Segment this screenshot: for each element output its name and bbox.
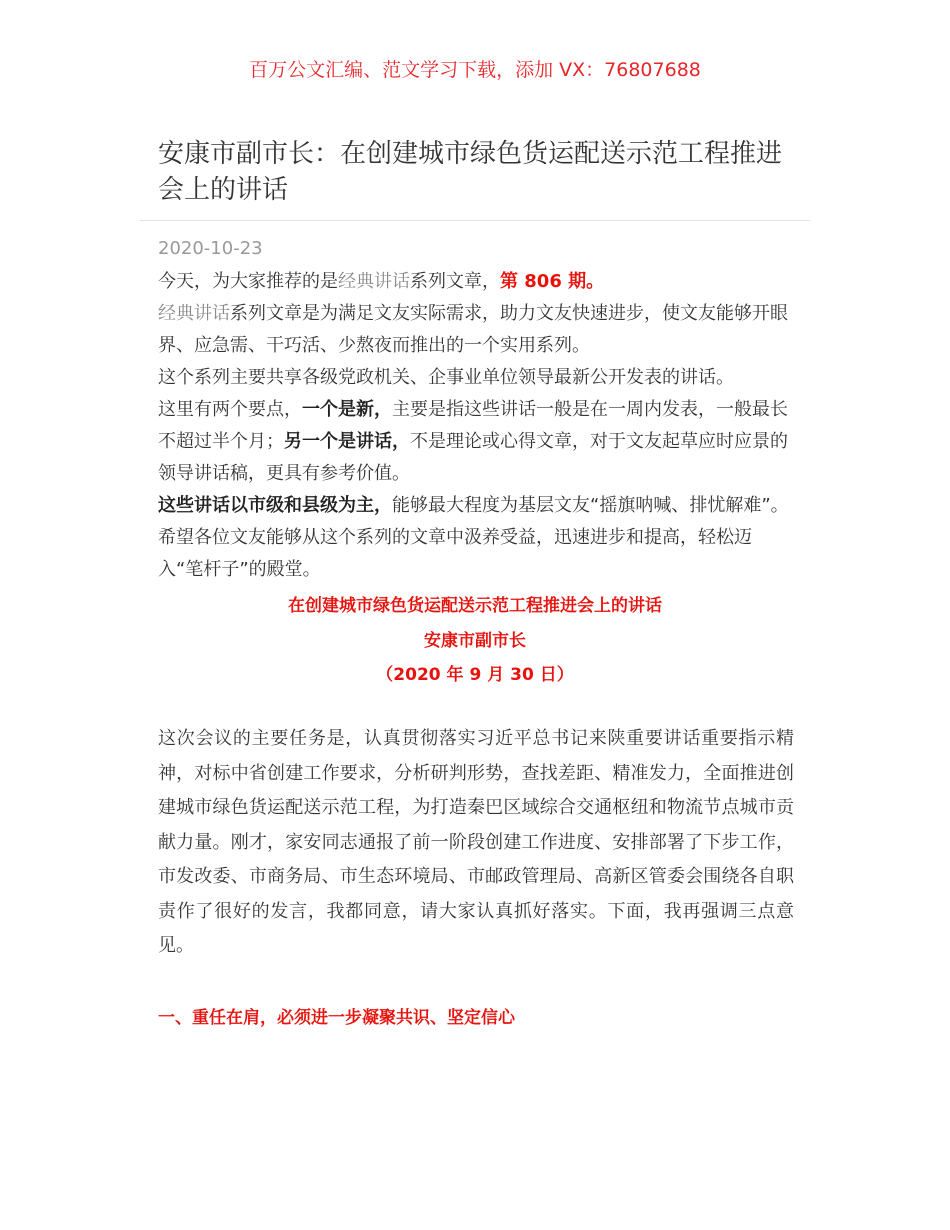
intro-section [158,266,794,586]
bold-text: 一个是新， [302,399,392,420]
series-name: 经典讲话 [338,271,410,292]
intro-paragraph [158,298,794,362]
divider [140,220,810,221]
series-name: 经典讲话 [158,303,230,324]
intro-paragraph [158,266,794,298]
bold-text: 这些讲话以市级和县级为主， [158,495,392,516]
bold-text: 另一个是讲话， [284,431,410,452]
speech-date: （2020 年 9 月 30 日） [376,665,574,685]
publish-date: 2020-10-23 [158,238,263,259]
promo-banner: 百万公文汇编、范文学习下载，添加 VX：76807688 [249,59,701,81]
article-title: 安康市副市长：在创建城市绿色货运配送示范工程推进会上的讲话 [158,139,783,205]
text: 能够最大程度为基层文友“摇旗呐喊、排忧解难”。希望各位文友能够从这个系列的文章中汲养受益，迅速进步和提高，轻松迈入“笔杆子”的殿堂。 [158,495,789,580]
text: 主要是指这些讲话一般是在一周内发表，一般最长不超过半个月； [158,399,788,452]
speech-title: 在创建城市绿色货运配送示范工程推进会上的讲话 [288,596,662,616]
text: 这里有两个要点， [158,399,302,420]
text: 不是理论或心得文章，对于文友起草应时应景的领导讲话稿，更具有参考价值。 [158,431,788,484]
intro-paragraph [158,490,794,586]
speech-speaker: 安康市副市长 [424,631,526,651]
text: 今天，为大家推荐的是 [158,271,338,292]
text: 系列文章， [410,271,500,292]
section-heading: 一、重任在肩，必须进一步凝聚共识、坚定信心 [158,1008,515,1028]
issue-number: 第 806 期。 [500,271,605,292]
intro-paragraph: 这个系列主要共享各级党政机关、企事业单位领导最新公开发表的讲话。 [158,367,734,388]
intro-paragraph [158,394,794,490]
text: 系列文章是为满足文友实际需求，助力文友快速进步，使文友能够开眼界、应急需、干巧活、少熬夜而推出的一个实用系列。 [158,303,788,356]
body-paragraph: 这次会议的主要任务是，认真贯彻落实习近平总书记来陕重要讲话重要指示精神，对标中省创建工作要求，分析研判形势，查找差距、精准发力，全面推进创建城市绿色货运配送示范工程，为打造秦巴区域综合交通枢纽和物流节点城市贡献力量。刚才，家安同志通报了前一阶段创建工作进度、安排部署了下步工作，市发改委、市商务局、市生态环境局、市邮政管理局、高新区管委会围绕各自职责作了很好的发言，我都同意，请大家认真抓好落实。下面，我再强调三点意见。 [158,728,794,956]
